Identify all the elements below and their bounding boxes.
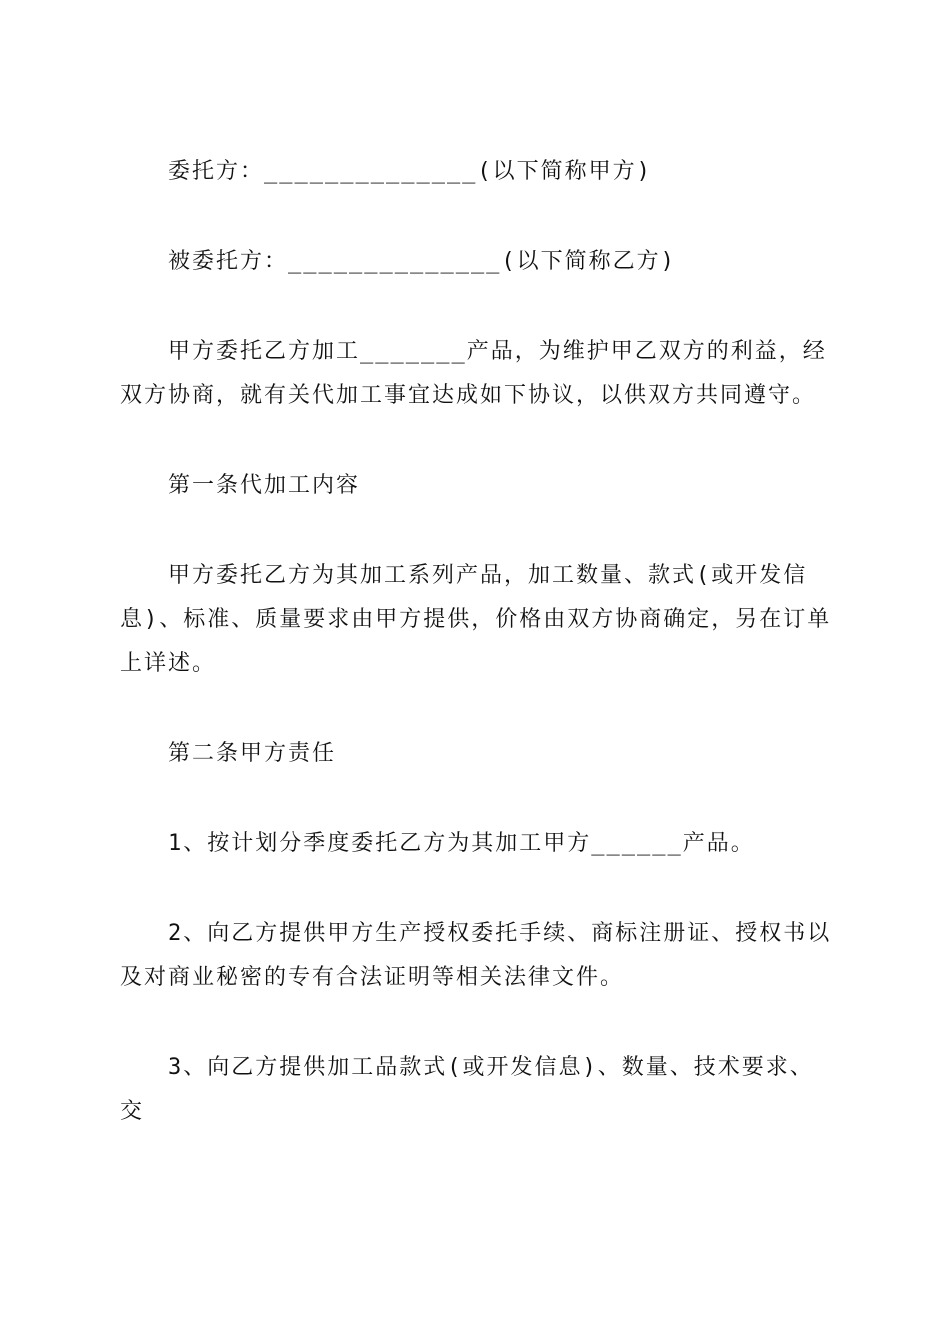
- article-2-item-1: 1、按计划分季度委托乙方为其加工甲方______产品。: [168, 831, 755, 856]
- article-1-heading: 第一条代加工内容: [168, 473, 361, 498]
- client-party-line: 委托方：______________(以下简称甲方): [168, 159, 652, 184]
- contractor-party-line: 被委托方：______________(以下简称乙方): [168, 249, 676, 274]
- article-2-heading: 第二条甲方责任: [168, 741, 337, 766]
- article-1-content: 甲方委托乙方为其加工系列产品，加工数量、款式(或开发信息)、标准、质量要求由甲方提供，价格由双方协商确定，另在订单上详述。: [120, 563, 832, 676]
- document-page: [120, 150, 832, 1180]
- article-2-item-3: 3、向乙方提供加工品款式(或开发信息)、数量、技术要求、交: [120, 1055, 814, 1124]
- preamble-paragraph: 甲方委托乙方加工_______产品，为维护甲乙双方的利益，经双方协商，就有关代加工事宜达成如下协议，以供双方共同遵守。: [120, 339, 827, 408]
- article-2-item-2: 2、向乙方提供甲方生产授权委托手续、商标注册证、授权书以及对商业秘密的专有合法证明等相关法律文件。: [120, 921, 832, 990]
